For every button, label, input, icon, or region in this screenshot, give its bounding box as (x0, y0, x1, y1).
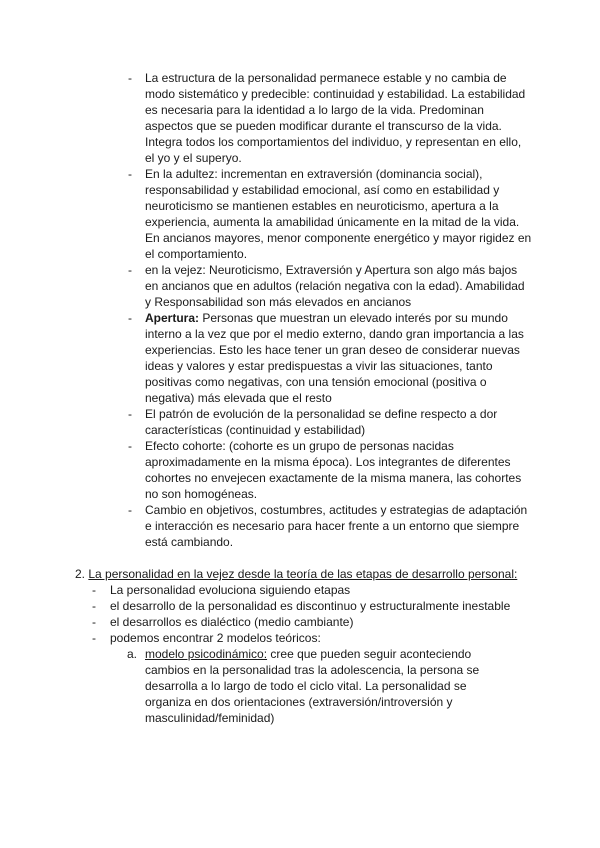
list-item (92, 582, 530, 598)
dash-marker: - (92, 631, 96, 645)
list-item (128, 70, 533, 166)
sub-item-label: modelo psicodinámico: (145, 647, 268, 661)
section-number: 2. (75, 567, 86, 581)
list-item (128, 262, 533, 310)
list-item (92, 614, 530, 630)
section-heading (75, 566, 555, 582)
item-bold-term: Apertura: (145, 311, 200, 325)
dash-marker: - (128, 311, 132, 325)
item-text: el desarrollos es dialéctico (medio cambiante) (110, 615, 354, 629)
list-item (128, 406, 533, 438)
item-text: La personalidad evoluciona siguiendo etapas (110, 583, 351, 597)
item-text: La estructura de la personalidad permanece estable y no cambia de modo sistemático y predecible: continuidad y estabilidad. La estabilidad es necesaria para la identidad a lo largo de la vida. Predominan aspectos que se pueden modificar durante el transcurso de la vida. Integra todos los comportamientos del individuo, y representan en ello, el yo y el superyo. (145, 71, 526, 165)
dash-marker: - (92, 615, 96, 629)
sub-list-item (127, 646, 515, 726)
sub-item-letter: a. (127, 647, 138, 661)
list-item (128, 166, 533, 262)
item-text: El patrón de evolución de la personalidad se define respecto a dor características (continuidad y estabilidad) (145, 407, 498, 437)
list-item (128, 502, 533, 550)
list-item (128, 310, 533, 406)
dash-marker: - (128, 71, 132, 85)
section-title: La personalidad en la vejez desde la teoría de las etapas de desarrollo personal: (88, 567, 518, 581)
item-text: Efecto cohorte: (cohorte es un grupo de personas nacidas aproximadamente en la misma época). Los integrantes de diferentes cohortes no envejecen exactamente de la misma manera, las cohortes no son homogéneas. (145, 439, 522, 501)
item-text: Personas que muestran un elevado interés por su mundo interno a la vez que por el medio externo, dando gran importancia a las experiencias. Esto les hace tener un gran deseo de considerar nuevas ideas y valores y estar predispuestas a vivir las situaciones, tanto positivas como negativas, con una tensión emocional (positiva o negativa) más elevada que el resto (145, 311, 524, 405)
list-item (92, 630, 530, 646)
sub-item-text: cree que pueden seguir aconteciendo cambios en la personalidad tras la adolescencia, la persona se desarrolla a lo largo de todo el ciclo vital. La personalidad se organiza en dos orientaciones (extraversión/introversión y masculinidad/feminidad) (145, 647, 480, 725)
dash-marker: - (92, 583, 96, 597)
dash-marker: - (128, 167, 132, 181)
item-text: Cambio en objetivos, costumbres, actitudes y estrategias de adaptación e interacción es necesario para hacer frente a un entorno que siempre está cambiando. (145, 503, 528, 549)
dash-marker: - (92, 599, 96, 613)
item-text: En la adultez: incrementan en extraversión (dominancia social), responsabilidad y estabilidad emocional, así como en estabilidad y neuroticismo se mantienen estables en neuroticismo, apertura a la experiencia, aumenta la amabilidad únicamente en la mitad de la vida. En ancianos mayores, menor componente energético y mayor rigidez en el comportamiento. (145, 167, 532, 261)
list-item (128, 438, 533, 502)
dash-marker: - (128, 407, 132, 421)
section-list (0, 582, 600, 726)
item-text: en la vejez: Neuroticismo, Extraversión y Apertura son algo más bajos en ancianos que en adultos (relación negativa con la edad). Amabilidad y Responsabilidad son más elevados en ancianos (145, 263, 525, 309)
dash-marker: - (128, 503, 132, 517)
dash-marker: - (128, 263, 132, 277)
item-text: podemos encontrar 2 modelos teóricos: (110, 631, 321, 645)
dash-marker: - (128, 439, 132, 453)
list-item (92, 598, 530, 614)
item-text: el desarrollo de la personalidad es discontinuo y estructuralmente inestable (110, 599, 511, 613)
bullet-list (0, 70, 600, 550)
